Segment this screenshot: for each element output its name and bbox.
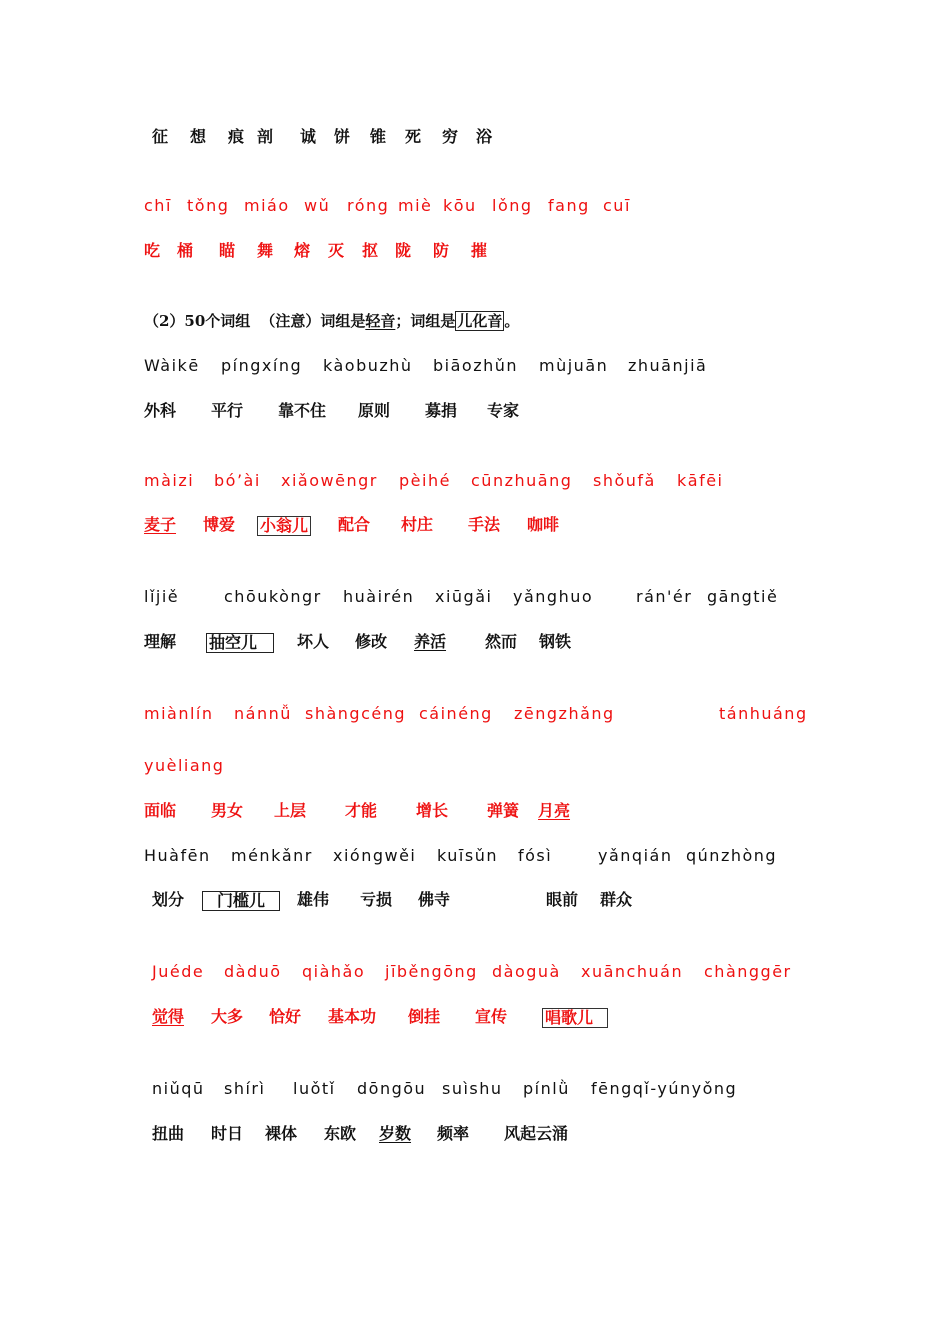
pinyin: kàobuzhù bbox=[323, 356, 413, 375]
char: 征 bbox=[152, 127, 169, 146]
heading-sep: ；词组是 bbox=[395, 312, 456, 330]
pinyin: shǒufǎ bbox=[593, 471, 656, 490]
pinyin: kōu bbox=[443, 196, 477, 215]
pinyin: luǒtǐ bbox=[293, 1079, 336, 1098]
pinyin: chī bbox=[144, 196, 172, 215]
char: 灭 bbox=[328, 241, 345, 260]
char: 锥 bbox=[370, 127, 387, 146]
pinyin: huàirén bbox=[343, 587, 415, 606]
pinyin: róng bbox=[347, 196, 390, 215]
pinyin: dōngōu bbox=[357, 1079, 427, 1098]
char: 饼 bbox=[334, 127, 351, 146]
pinyin: xióngwěi bbox=[333, 846, 417, 865]
pinyin: píngxíng bbox=[221, 356, 303, 375]
pinyin: jīběngōng bbox=[385, 962, 478, 981]
word: 佛寺 bbox=[418, 890, 451, 909]
word: 募捐 bbox=[425, 401, 458, 420]
word: 博爱 bbox=[203, 515, 236, 534]
word: 宣传 bbox=[475, 1007, 508, 1026]
pinyin: gāngtiě bbox=[707, 587, 779, 606]
word: 理解 bbox=[144, 632, 177, 651]
pinyin: mùjuān bbox=[539, 356, 609, 375]
word: 钢铁 bbox=[539, 632, 572, 651]
pinyin: tánhuáng bbox=[719, 704, 808, 723]
pinyin: zēngzhǎng bbox=[514, 704, 615, 723]
word: 村庄 bbox=[401, 515, 434, 534]
word-light-tone: 麦子 bbox=[144, 515, 177, 534]
heading-prefix: （2）50个词组 bbox=[144, 312, 251, 330]
word: 咖啡 bbox=[527, 515, 560, 534]
pinyin: zhuānjiā bbox=[628, 356, 708, 375]
char: 想 bbox=[190, 127, 207, 146]
heading-end: 。 bbox=[504, 312, 520, 330]
heading-underline-mark: 轻音 bbox=[365, 312, 396, 330]
word: 裸体 bbox=[265, 1124, 298, 1143]
word: 外科 bbox=[144, 401, 177, 420]
pinyin: nánnǚ bbox=[234, 704, 292, 723]
word-erhua: 抽空儿 bbox=[206, 633, 274, 653]
word: 修改 bbox=[355, 632, 388, 651]
word: 靠不住 bbox=[278, 401, 327, 420]
pinyin: fēngqǐ-yúnyǒng bbox=[591, 1079, 738, 1098]
pinyin: qiàhǎo bbox=[302, 962, 366, 981]
word: 雄伟 bbox=[297, 890, 330, 909]
pinyin: yǎnqián bbox=[598, 846, 673, 865]
char: 抠 bbox=[362, 241, 379, 260]
pinyin: cuī bbox=[603, 196, 631, 215]
pinyin: xiǎowēngr bbox=[281, 471, 378, 490]
pinyin: lǐjiě bbox=[144, 587, 180, 606]
pinyin: chōukòngr bbox=[224, 587, 322, 606]
pinyin: miáo bbox=[244, 196, 290, 215]
char: 摧 bbox=[471, 241, 488, 260]
word: 风起云涌 bbox=[504, 1124, 569, 1143]
word: 原则 bbox=[358, 401, 391, 420]
pinyin: shàngcéng bbox=[305, 704, 407, 723]
pinyin: biāozhǔn bbox=[433, 356, 519, 375]
char: 剖 bbox=[257, 127, 274, 146]
word: 扭曲 bbox=[152, 1124, 185, 1143]
pinyin: xiūgǎi bbox=[435, 587, 493, 606]
word: 男女 bbox=[211, 801, 244, 820]
word: 弹簧 bbox=[487, 801, 520, 820]
pinyin: suìshu bbox=[442, 1079, 503, 1098]
word: 上层 bbox=[274, 801, 307, 820]
char: 舞 bbox=[257, 241, 274, 260]
char: 穷 bbox=[442, 127, 459, 146]
word: 坏人 bbox=[297, 632, 330, 651]
char: 熔 bbox=[294, 241, 311, 260]
pinyin: miè bbox=[398, 196, 433, 215]
word: 配合 bbox=[338, 515, 371, 534]
char: 浴 bbox=[476, 127, 493, 146]
char: 痕 bbox=[228, 127, 245, 146]
word: 增长 bbox=[416, 801, 449, 820]
pinyin: chànggēr bbox=[704, 962, 792, 981]
word: 然而 bbox=[485, 632, 518, 651]
pinyin: xuānchuán bbox=[581, 962, 684, 981]
pinyin: dàoguà bbox=[492, 962, 561, 981]
word: 亏损 bbox=[360, 890, 393, 909]
pinyin: fósì bbox=[518, 846, 553, 865]
char: 死 bbox=[405, 127, 422, 146]
pinyin: wǔ bbox=[304, 196, 331, 215]
pinyin: ménkǎnr bbox=[231, 846, 313, 865]
pinyin: shírì bbox=[224, 1079, 266, 1098]
pinyin: Huàfēn bbox=[144, 846, 211, 865]
word: 东欧 bbox=[324, 1124, 357, 1143]
word-light-tone: 养活 bbox=[414, 632, 447, 651]
word: 才能 bbox=[345, 801, 378, 820]
pinyin: bó’ài bbox=[214, 471, 261, 490]
pinyin: Wàikē bbox=[144, 356, 200, 375]
word-light-tone: 月亮 bbox=[538, 801, 571, 820]
char: 瞄 bbox=[219, 241, 236, 260]
char: 桶 bbox=[177, 241, 194, 260]
char: 吃 bbox=[144, 241, 161, 260]
word-erhua: 唱歌儿 bbox=[542, 1008, 608, 1028]
word: 频率 bbox=[437, 1124, 470, 1143]
pinyin: niǔqū bbox=[152, 1079, 205, 1098]
pinyin: kāfēi bbox=[677, 471, 724, 490]
word: 专家 bbox=[487, 401, 520, 420]
pinyin: kuīsǔn bbox=[437, 846, 498, 865]
word-light-tone: 岁数 bbox=[379, 1124, 412, 1143]
pinyin: yǎnghuo bbox=[513, 587, 594, 606]
pinyin: pínlǜ bbox=[523, 1079, 570, 1098]
word: 平行 bbox=[211, 401, 244, 420]
char: 防 bbox=[433, 241, 450, 260]
word: 面临 bbox=[144, 801, 177, 820]
word: 划分 bbox=[152, 890, 185, 909]
word-erhua: 小翁儿 bbox=[257, 516, 311, 536]
word: 恰好 bbox=[269, 1007, 302, 1026]
word: 群众 bbox=[600, 890, 633, 909]
pinyin: cáinéng bbox=[419, 704, 493, 723]
pinyin: cūnzhuāng bbox=[471, 471, 573, 490]
section-heading bbox=[144, 308, 519, 334]
word: 基本功 bbox=[328, 1007, 377, 1026]
pinyin: dàduō bbox=[224, 962, 282, 981]
pinyin: pèihé bbox=[399, 471, 451, 490]
heading-box-mark: 儿化音 bbox=[457, 312, 503, 330]
char: 陇 bbox=[395, 241, 412, 260]
pinyin: tǒng bbox=[187, 196, 230, 215]
pinyin: Juéde bbox=[152, 962, 205, 981]
heading-note: （注意）词组是 bbox=[260, 312, 366, 330]
pinyin: qúnzhòng bbox=[686, 846, 778, 865]
pinyin: màizi bbox=[144, 471, 195, 490]
pinyin: miànlín bbox=[144, 704, 214, 723]
word-light-tone: 觉得 bbox=[152, 1007, 185, 1026]
word: 手法 bbox=[468, 515, 501, 534]
word-erhua: 门槛儿 bbox=[202, 891, 280, 911]
word: 倒挂 bbox=[408, 1007, 441, 1026]
word: 眼前 bbox=[546, 890, 579, 909]
pinyin: yuèliang bbox=[144, 756, 225, 775]
pinyin: fang bbox=[548, 196, 590, 215]
word: 大多 bbox=[211, 1007, 244, 1026]
char: 诚 bbox=[300, 127, 317, 146]
pinyin: lǒng bbox=[492, 196, 533, 215]
word: 时日 bbox=[211, 1124, 244, 1143]
pinyin: rán'ér bbox=[636, 587, 693, 606]
